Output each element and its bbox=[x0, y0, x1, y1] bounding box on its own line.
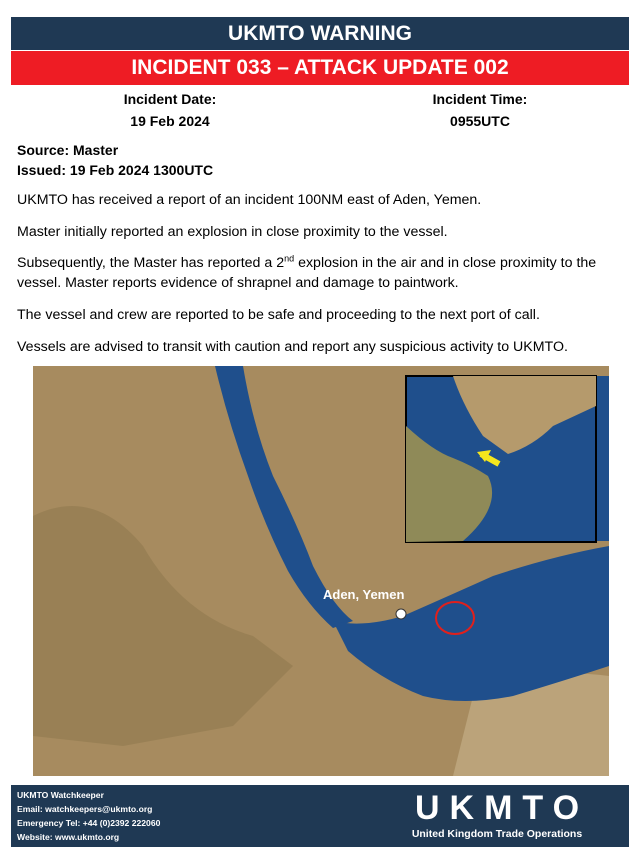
incident-date-value: 19 Feb 2024 bbox=[130, 113, 210, 129]
incident-time-value: 0955UTC bbox=[450, 113, 510, 129]
map-svg bbox=[33, 366, 609, 776]
p3-sup: nd bbox=[284, 253, 295, 264]
paragraph-subsequent bbox=[17, 253, 627, 293]
incident-date bbox=[80, 88, 260, 132]
header-title: UKMTO WARNING bbox=[11, 17, 629, 50]
incident-banner: INCIDENT 033 – ATTACK UPDATE 002 bbox=[11, 51, 629, 85]
brand-name: UKMTO bbox=[414, 789, 590, 827]
paragraph-report: UKMTO has received a report of an incident 100NM east of Aden, Yemen. bbox=[17, 192, 482, 208]
paragraph-safety: The vessel and crew are reported to be safe and proceeding to the next port of call. bbox=[17, 307, 540, 323]
source-line: Source: Master bbox=[17, 142, 119, 158]
p3-after: explosion in the air and in close proximity to the vessel. Master reports evidence of shrapnel and damage to paintwork. bbox=[17, 255, 597, 291]
aden-label: Aden, Yemen bbox=[323, 587, 405, 602]
issued-line: Issued: 19 Feb 2024 1300UTC bbox=[17, 162, 214, 178]
aden-marker bbox=[396, 609, 406, 619]
footer-tel: Emergency Tel: +44 (0)2392 222060 bbox=[17, 818, 161, 828]
incident-time bbox=[395, 88, 565, 132]
source-block bbox=[17, 140, 213, 180]
paragraph-initial: Master initially reported an explosion in close proximity to the vessel. bbox=[17, 224, 448, 240]
footer-email: Email: watchkeepers@ukmto.org bbox=[17, 804, 153, 814]
footer-contacts bbox=[17, 788, 160, 844]
paragraph-advice: Vessels are advised to transit with caution and report any suspicious activity to UKMTO. bbox=[17, 339, 568, 355]
incident-time-label: Incident Time: bbox=[432, 91, 528, 107]
brand-subtitle: United Kingdom Trade Operations bbox=[411, 828, 583, 840]
footer bbox=[11, 785, 629, 847]
brand-logo bbox=[379, 789, 615, 841]
incident-date-label: Incident Date: bbox=[123, 91, 217, 107]
p3-before: Subsequently, the Master has reported a 2 bbox=[17, 255, 285, 271]
footer-website: Website: www.ukmto.org bbox=[17, 832, 120, 842]
footer-watchkeeper: UKMTO Watchkeeper bbox=[17, 790, 104, 800]
incident-map bbox=[33, 366, 609, 776]
